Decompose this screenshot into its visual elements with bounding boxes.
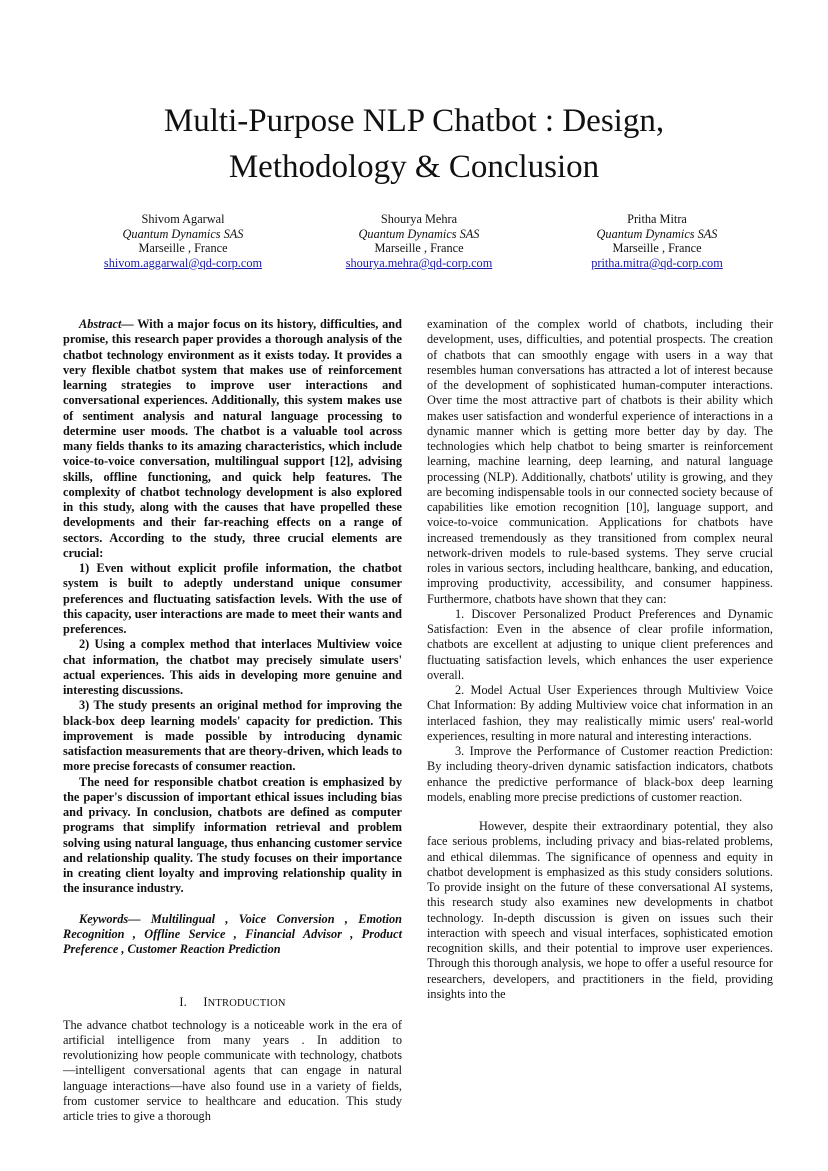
author-email-link[interactable]: pritha.mitra@qd-corp.com [591,255,723,270]
abstract-label: Abstract— [79,317,134,331]
intro-paragraph-right: examination of the complex world of chatbots, including their development, uses, difficulties, and potential prospects. The creation of chatbots that can smoothly engage with users in a way that resembles human conversations has attracted a lot of interest because of the development of sophisticated human-computer interactions. Over time the most attractive part of chatbots is their ability which makes user satisfaction and wonderful experience of interactions in a dynamic manner which is getting more better day by day. The technologies which help chatbot to being smarter is reinforcement learning, machine learning, deep learning, and natural language processing (NLP). Additionally, chatbots' utility is growing, and they are becoming indispensable tools in our connected society because of capabilities like emotion recognition [10], language support, and voice-to-voice communication. Applications for chatbots have increased tremendously as they transitioned from complex neural network-driven models to rule-based systems. They serve crucial roles in various sectors, including healthcare, banking, and education, improving productivity, accessibility, and consumer happiness. Furthermore, chatbots have shown that they can: [427,317,773,606]
author-block-1 [63,212,303,270]
paper-title [0,98,828,190]
author-affiliation: Quantum Dynamics SAS [122,226,244,241]
keywords-label: Keywords— [79,911,141,926]
keywords-text: Multilingual , Voice Conversion , Emotion Recognition , Offline Service , Financial Advisor , Product Preference , Customer Reaction Prediction [63,911,402,956]
author-location: Marseille , France [138,241,228,256]
title-line-2: Methodology & Conclusion [228,149,600,185]
abstract-conclusion: The need for responsible chatbot creation is emphasized by the paper's discussion of important ethical issues including bias and privacy. In conclusion, chatbots are defined as computer programs that simplify information retrieval and problem solving using natural language, thus enhancing customer service and relationship quality. The study focuses on their importance in creating client loyalty and improving relationship quality in the insurance industry. [63,774,402,896]
abstract-point-3: 3) The study presents an original method for improving the black-box deep learning models' capacity for prediction. This improvement is made possible by introducing dynamic satisfaction measurements that are theory-driven, which leads to more precise forecasts of consumer reaction. [63,698,402,774]
title-line-1: Multi-Purpose NLP Chatbot : Design, [163,103,665,139]
abstract [63,317,402,561]
right-column [427,317,773,1002]
however-paragraph: However, despite their extraordinary potential, they also face serious problems, including privacy and bias-related problems, and ethical dilemmas. The significance of openness and equity in chatbot development is emphasized as this study considers solutions. To provide insight on the future of these conversational AI systems, this research study also examines new developments in chatbot technology. In-depth discussion is given on issues such their interaction with speech and visual interfaces, sophisticated emotion recognition skills, and their potential to improve user experiences. Through this thorough analysis, we hope to offer a useful resource for researchers, developers, and practitioners in the field, providing insights into the [427,819,773,1001]
author-location: Marseille , France [374,241,464,256]
abstract-point-1: 1) Even without explicit profile information, the chatbot system is built to adeptly understand unique consumer preferences and fluctuating satisfaction levels. With the use of this capacity, user interactions are made to meet their wants and preferences. [63,561,402,636]
author-email-link[interactable]: shourya.mehra@qd-corp.com [345,255,493,270]
left-column [63,317,402,1124]
section-title-rest: NTRODUCTION [207,998,286,1010]
keywords [63,912,402,958]
abstract-text: With a major focus on its history, difficulties, and promise, this research paper provides a thorough analysis of the chatbot technology environment as it exists today. It provides a very flexible chatbot system that makes use of reinforcement learning strategies to improve user interactions and conversational experiences. Additionally, this system makes use of sentiment analysis and natural language processing to determine user moods. The chatbot is a valuable tool across many fields thanks to its amazing characteristics, which include voice-to-voice conversation, multilingual support [12], advising skills, offline functioning, and quick help features. The complexity of chatbot technology development is also explored in this study, along with the causes that have propelled these developments and their far-reaching effects on a range of sectors. According to the study, three crucial elements are crucial: [63,317,402,560]
author-block-2 [299,212,539,270]
section-number: I. [179,995,187,1010]
capability-item-2: 2. Model Actual User Experiences through Multiview Voice Chat Information: By adding Multiview voice chat information in an interlaced fashion, they may realistically mimic users' real-world experiences, resulting in more natural and interesting interactions. [427,683,773,743]
capability-item-1: 1. Discover Personalized Product Preferences and Dynamic Satisfaction: Even in the absence of clear profile information, chatbots are excellent at adjusting to unique client preferences and fluctuating satisfaction levels, which enhances the user experience overall. [427,606,773,682]
section-heading-introduction [63,995,402,1011]
capability-item-3: 3. Improve the Performance of Customer reaction Prediction: By including theory-driven dynamic satisfaction indicators, chatbots enhance the predictive performance of black-box deep learning models, enabling more precise predictions of customer reaction. [427,744,773,804]
author-name: Shivom Agarwal [141,212,225,226]
author-location: Marseille , France [612,241,702,256]
author-email-link[interactable]: shivom.aggarwal@qd-corp.com [103,255,263,270]
intro-paragraph-left: The advance chatbot technology is a noticeable work in the era of artificial intelligence from many years . In addition to revolutionizing how people communicate with technology, chatbots—intelligent conversational agents that can engage in natural language interactions—have also found use in a variety of fields, from customer service to healthcare and education. This study article tries to give a thorough [63,1017,402,1123]
author-block-3 [537,212,777,270]
section-title-first-letter: I [203,995,208,1010]
author-name: Pritha Mitra [627,212,687,226]
author-affiliation: Quantum Dynamics SAS [596,226,718,241]
author-affiliation: Quantum Dynamics SAS [358,226,480,241]
abstract-point-2: 2) Using a complex method that interlaces Multiview voice chat information, the chatbot may precisely simulate users' actual experiences. This aids in developing more genuine and interesting discussions. [63,637,402,697]
author-name: Shourya Mehra [380,212,458,226]
